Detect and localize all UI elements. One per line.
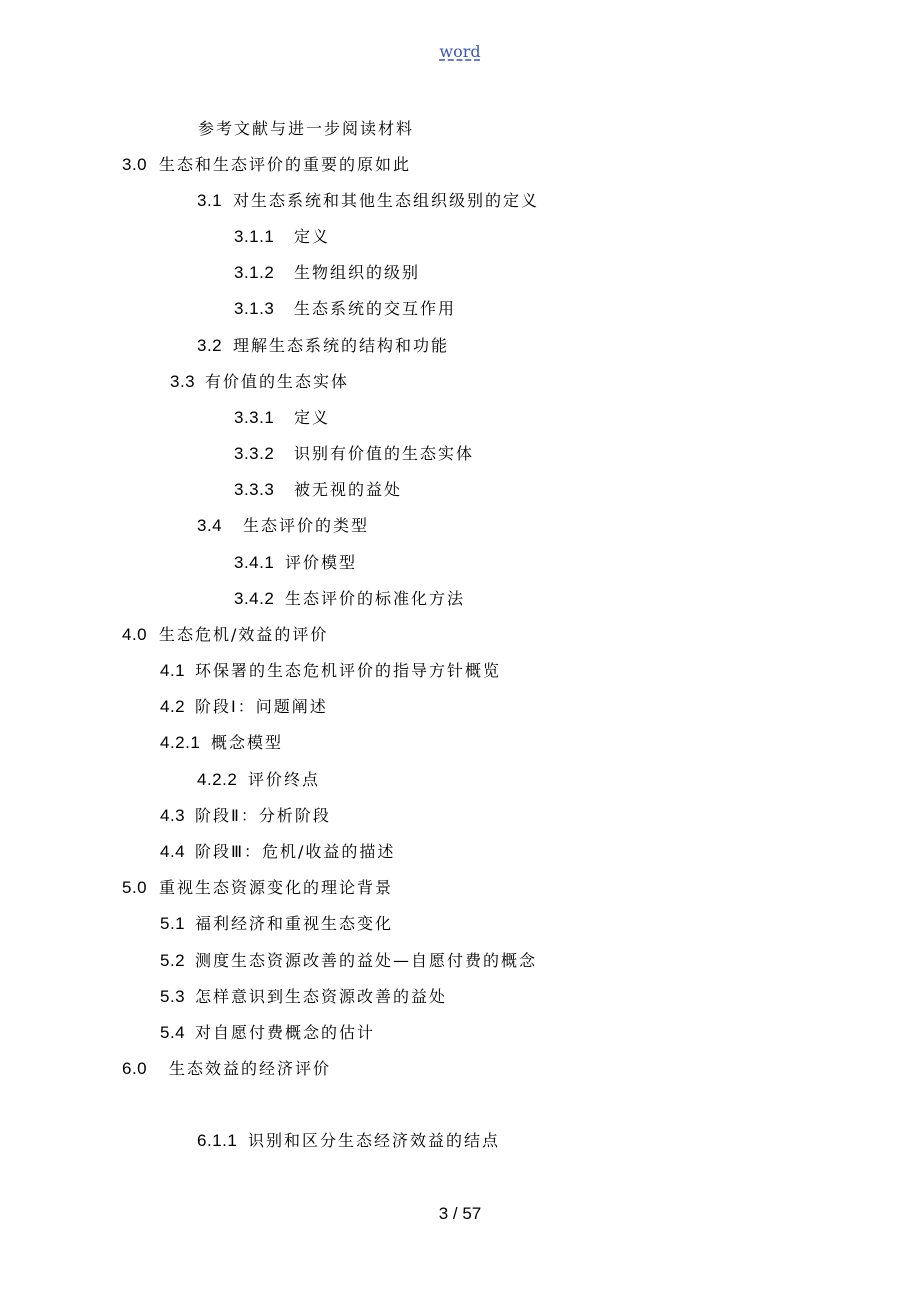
toc-entry-text: 生态评价的标准化方法 <box>285 589 466 608</box>
toc-entry-4-4 <box>160 841 395 863</box>
toc-entry-number: 4.2 <box>160 697 186 716</box>
toc-entry-number: 5.1 <box>160 914 186 933</box>
toc-entry-5-3 <box>160 986 447 1008</box>
toc-entry-text: 重视生态资源变化的理论背景 <box>159 878 394 897</box>
toc-entry-3-0 <box>122 154 411 176</box>
toc-entry-number: 3.1 <box>197 191 223 210</box>
toc-entry-4-3 <box>160 805 331 827</box>
toc-entry-text: 被无视的益处 <box>294 480 403 499</box>
toc-entry-text: 定义 <box>294 227 331 246</box>
toc-entry-text: 生态评价的类型 <box>243 516 370 535</box>
toc-entry-number: 4.2.2 <box>197 770 238 789</box>
toc-entry-4-2-2 <box>197 769 320 791</box>
toc-entry-3-1-3 <box>234 298 456 320</box>
toc-entry-text: 环保署的生态危机评价的指导方针概览 <box>195 661 502 680</box>
toc-entry-text: 测度生态资源改善的益处—自愿付费的概念 <box>195 951 538 970</box>
toc-entry-number: 4.3 <box>160 806 186 825</box>
toc-entry-4-2 <box>160 696 328 718</box>
toc-entry-3-1-2 <box>234 262 420 284</box>
toc-entry-number: 6.1.1 <box>197 1131 238 1150</box>
toc-entry-5-4 <box>160 1022 375 1044</box>
toc-entry-number: 3.3 <box>170 372 196 391</box>
toc-entry-5-0 <box>122 877 393 899</box>
toc-entry-text: 阶段Ⅲ：危机/收益的描述 <box>195 842 396 861</box>
toc-entry-number: 3.2 <box>197 336 223 355</box>
toc-entry-3-4-2 <box>234 588 465 610</box>
toc-entry-3-1 <box>197 190 539 212</box>
toc-entry-5-2 <box>160 950 537 972</box>
toc-entry-text: 识别和区分生态经济效益的结点 <box>248 1131 501 1150</box>
toc-entry-number: 3.4 <box>197 516 223 535</box>
toc-entry-number: 3.3.3 <box>234 480 275 499</box>
toc-entry-text: 有价值的生态实体 <box>205 372 350 391</box>
toc-entry-text: 怎样意识到生态资源改善的益处 <box>195 987 448 1006</box>
toc-entry-text: 对自愿付费概念的估计 <box>195 1023 376 1042</box>
toc-entry-6-0 <box>122 1058 331 1080</box>
toc-entry-number: 4.4 <box>160 842 186 861</box>
toc-entry-3-3-2 <box>234 443 474 465</box>
toc-entry-text: 评价模型 <box>285 553 358 572</box>
toc-entry-number: 3.3.2 <box>234 444 275 463</box>
toc-entry-text: 定义 <box>294 408 331 427</box>
toc-entry-number: 3.1.3 <box>234 299 275 318</box>
toc-entry-text: 生态和生态评价的重要的原如此 <box>159 155 412 174</box>
toc-entry-number: 5.4 <box>160 1023 186 1042</box>
header-word-link[interactable]: word <box>439 42 481 61</box>
toc-entry-number: 3.3.1 <box>234 408 275 427</box>
toc-entry-number: 3.0 <box>122 155 148 174</box>
toc-entry-text: 阶段Ⅰ：问题阐述 <box>195 697 328 716</box>
toc-entry-4-0 <box>122 624 328 646</box>
toc-entry-number: 3.1.2 <box>234 263 275 282</box>
toc-entry-text: 概念模型 <box>211 733 284 752</box>
toc-entry-number: 3.4.1 <box>234 553 275 572</box>
toc-entry-3-2 <box>197 335 449 357</box>
toc-entry-number: 4.1 <box>160 661 186 680</box>
toc-entry-3-4 <box>197 515 369 537</box>
toc-entry-3-3-1 <box>234 407 330 429</box>
toc-entry-3-3-3 <box>234 479 402 501</box>
toc-entry-6-1-1 <box>197 1130 500 1152</box>
toc-entry-number: 3.1.1 <box>234 227 275 246</box>
toc-entry-3-4-1 <box>234 552 357 574</box>
toc-entry-text: 理解生态系统的结构和功能 <box>233 336 450 355</box>
toc-entry-number: 6.0 <box>122 1059 148 1078</box>
toc-entry-text: 识别有价值的生态实体 <box>294 444 475 463</box>
toc-entry-number: 4.2.1 <box>160 733 201 752</box>
toc-entry-text: 评价终点 <box>248 770 321 789</box>
toc-entry-number: 5.3 <box>160 987 186 1006</box>
toc-entry-references <box>198 118 414 140</box>
toc-entry-text: 生物组织的级别 <box>294 263 421 282</box>
toc-entry-3-3 <box>170 371 349 393</box>
toc-entry-text: 生态效益的经济评价 <box>169 1059 332 1078</box>
toc-entry-number: 4.0 <box>122 625 148 644</box>
toc-entry-number: 5.2 <box>160 951 186 970</box>
toc-entry-4-2-1 <box>160 732 283 754</box>
toc-entry-number: 5.0 <box>122 878 148 897</box>
toc-entry-text: 生态危机/效益的评价 <box>159 625 329 644</box>
toc-entry-4-1 <box>160 660 501 682</box>
toc-entry-text: 福利经济和重视生态变化 <box>195 914 394 933</box>
toc-entry-5-1 <box>160 913 393 935</box>
toc-entry-text: 生态系统的交互作用 <box>294 299 457 318</box>
page-number: 3 / 57 <box>438 1204 482 1223</box>
toc-entry-text: 参考文献与进一步阅读材料 <box>198 119 415 138</box>
toc-entry-text: 对生态系统和其他生态组织级别的定义 <box>233 191 540 210</box>
toc-entry-text: 阶段Ⅱ：分析阶段 <box>195 806 331 825</box>
toc-entry-3-1-1 <box>234 226 330 248</box>
toc-entry-number: 3.4.2 <box>234 589 275 608</box>
